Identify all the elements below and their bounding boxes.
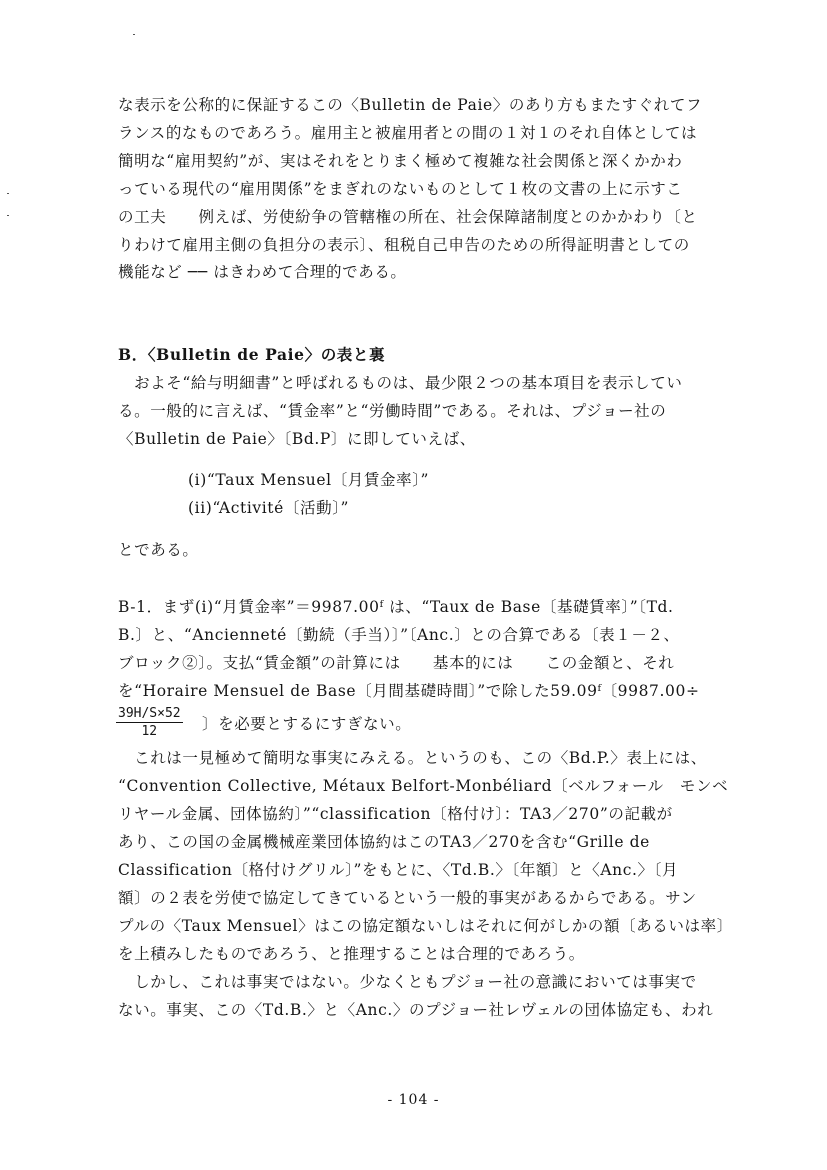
paragraph4-line: Classification〔格付けグリル〕”をもとに、〈Td.B.〉〔年額〕と〈Anc.〉〔月 [118,861,679,879]
paragraph1-line: りわけて雇用主側の負担分の表示〕、租税自己申告のための所得証明書としての [118,236,690,254]
scan-speck [133,34,135,35]
paragraph3-line: ブロック②〕。支払“賃金額”の計算には 基本的には この金額と、それ [118,654,675,672]
list-item: (ii)“Activité〔活動〕” [188,499,350,517]
paragraph4-line: を上積みしたものであろう、と推理することは合理的であろう。 [118,945,585,963]
conclusion-line: とである。 [118,541,199,559]
paragraph4-line: プルの〈Taux Mensuel〉はこの協定額ないしはそれに何がしかの額〔あるいは率〕 [118,917,733,935]
paragraph3-line: を“Horaire Mensuel de Base〔月間基礎時間〕”で除した59.09ᶠ〔9987.00÷ [118,682,700,700]
paragraph1-line: の工夫 例えば、労使紛争の管轄権の所在、社会保障諸制度とのかかわり〔と [118,208,698,226]
paragraph4-line: 額〕の２表を労使で協定してきているという一般的事実があるからである。サン [118,889,697,907]
paragraph1-line: ランス的なものであろう。雇用主と被雇用者との間の１対１のそれ自体としては [118,124,698,142]
paragraph4-line: リヤール金属、団体協約〕”“classification〔格付け〕：TA3／270”の記載が [118,805,673,823]
fraction-tail: 〕を必要とするにすぎない。 [202,715,412,733]
paragraph5-line: しかし、これは事実ではない。少なくともプジョー社の意識においては事実で [118,973,697,991]
paragraph2-line: およそ“給与明細書”と呼ばれるものは、最少限２つの基本項目を表示してい [118,374,683,392]
paragraph2-line: る。一般的に言えば、“賃金率”と“労働時間”である。それは、プジョー社の [118,402,667,420]
paragraph5-line: ない。事実、この〈Td.B.〉と〈Anc.〉のプジョー社レヴェルの団体協定も、われ [118,1001,714,1019]
paragraph1-line: 機能など ── はきわめて合理的である。 [118,263,407,281]
fraction-numerator: 39H/S×52 [118,706,181,721]
paragraph2-line: 〈Bulletin de Paie〉〔Bd.P〕に即していえば、 [118,430,476,448]
fraction-denominator: 12 [141,724,158,739]
paragraph1-line: っている現代の“雇用関係”をまぎれのないものとして１枚の文書の上に示すこ [118,180,683,198]
paragraph3-line: B.〕と、“Ancienneté〔勤続（手当）〕”〔Anc.〕との合算である〔表１－２、 [118,626,680,644]
paragraph4-line: これは一見極めて簡明な事実にみえる。というのも、この〈Bd.P.〉表上には、 [118,749,707,767]
paragraph4-line: あり、この国の金属機械産業団体協約はこのTA3／270を含む“Grille de [118,833,650,851]
section-heading: B．〈Bulletin de Paie〉の表と裏 [118,345,386,364]
list-item: (i)“Taux Mensuel〔月賃金率〕” [188,471,430,489]
paragraph3-line: B-1．まず(i)“月賃金率”＝9987.00ᶠ は、“Taux de Base〔基礎賃率〕”〔Td. [118,598,674,616]
scan-speck [7,193,9,194]
paragraph1-line: 簡明な“雇用契約”が、実はそれをとりまく極めて複雑な社会関係と深くかかわ [118,152,683,170]
scan-speck [7,215,9,216]
paragraph1-line: な表示を公称的に保証するこの〈Bulletin de Paie〉のあり方もまたすぐれてフ [118,96,703,114]
page-number: - 104 - [387,1092,440,1108]
paragraph4-line: “Convention Collective, Métaux Belfort-Monbéliard〔ベルフォール モンベ [118,777,729,795]
fraction [116,706,183,740]
